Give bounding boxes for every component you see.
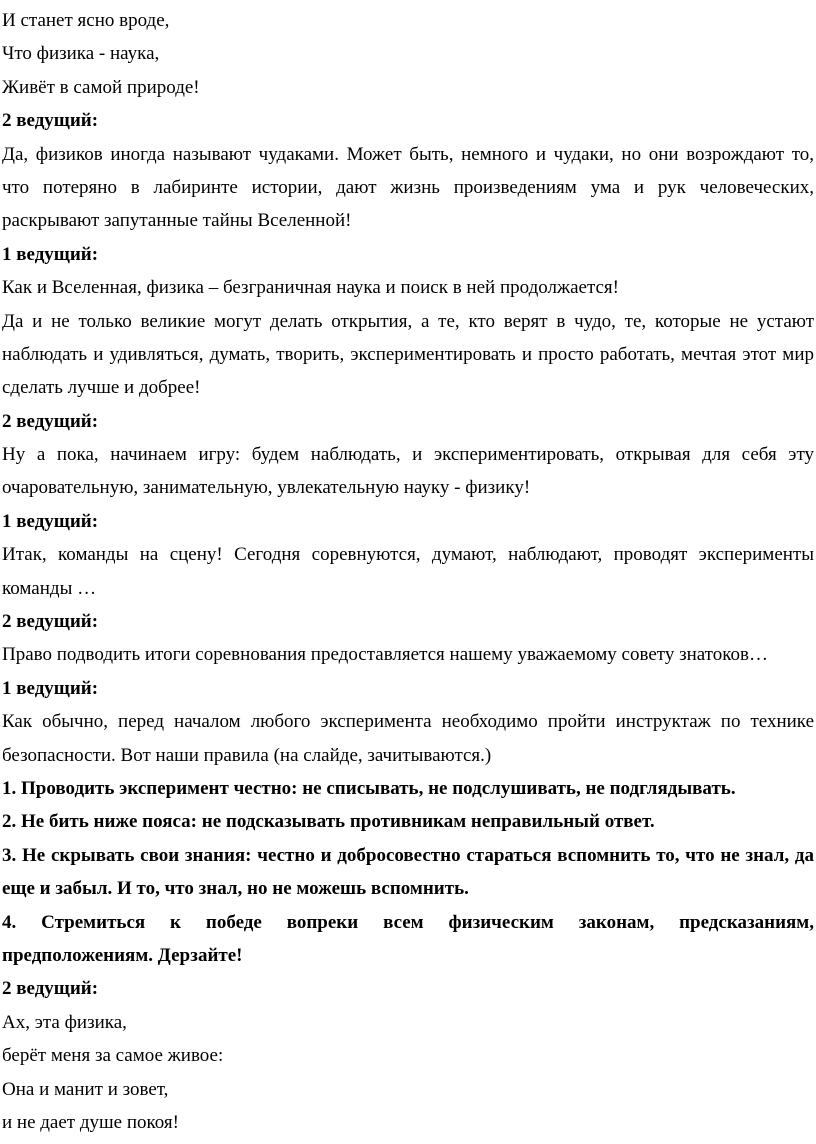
poem-line: И станет ясно вроде, <box>2 10 170 31</box>
paragraph-line: Как и Вселенная, физика – безграничная наука и поиск в ней продолжается! <box>2 277 619 299</box>
paragraph-line: Право подводить итоги соревнования предоставляется нашему уважаемому совету знатоков… <box>2 644 768 666</box>
rule-item: еще и забыл. И то, что знал, но не можешь вспомнить. <box>2 878 469 900</box>
speaker-label: 2 ведущий: <box>2 611 99 633</box>
paragraph-line: Да и не только великие могут делать открытия, а те, кто верят в чудо, те, которые не устают <box>2 310 814 332</box>
rule-item: 2. Не бить ниже пояса: не подсказывать противникам неправильный ответ. <box>2 811 655 833</box>
paragraph-line: Итак, команды на сцену! Сегодня соревнуются, думают, наблюдают, проводят эксперименты <box>2 544 814 566</box>
speaker-label: 1 ведущий: <box>2 243 99 265</box>
poem-line: Ах, эта физика, <box>2 1011 127 1033</box>
poem-line: Она и манит и зовет, <box>2 1078 169 1100</box>
paragraph-line: безопасности. Вот наши правила (на слайде, зачитываются.) <box>2 744 492 766</box>
paragraph-line: наблюдать и удивляться, думать, творить, экспериментировать и просто работать, мечтая этот мир <box>2 343 814 365</box>
paragraph-line: очаровательную, занимательную, увлекательную науку - физику! <box>2 477 531 499</box>
poem-line: Что физика - наука, <box>2 43 160 65</box>
rule-item: 1. Проводить эксперимент честно: не списывать, не подслушивать, не подглядывать. <box>2 777 736 799</box>
paragraph-line: сделать лучше и добрее! <box>2 377 201 399</box>
rule-item: 4. Стремиться к победе вопреки всем физическим законам, предсказаниям, <box>2 911 814 933</box>
poem-line: и не дает душе покоя! <box>2 1111 179 1133</box>
paragraph-line: команды … <box>2 577 97 599</box>
paragraph-line: Да, физиков иногда называют чудаками. Может быть, немного и чудаки, но они возрождают то, <box>2 143 814 165</box>
paragraph-line: Ну а пока, начинаем игру: будем наблюдать, и экспериментировать, открывая для себя эту <box>2 444 814 466</box>
speaker-label: 1 ведущий: <box>2 510 99 532</box>
speaker-label: 2 ведущий: <box>2 410 99 432</box>
rule-item: 3. Не скрывать свои знания: честно и добросовестно стараться вспомнить то, что не знал, да <box>2 844 814 866</box>
speaker-label: 2 ведущий: <box>2 978 99 1000</box>
poem-line: берёт меня за самое живое: <box>2 1045 224 1067</box>
speaker-label: 2 ведущий: <box>2 110 99 132</box>
paragraph-line: раскрывают запутанные тайны Вселенной! <box>2 210 352 232</box>
speaker-label: 1 ведущий: <box>2 677 99 699</box>
poem-line: Живёт в самой природе! <box>2 76 200 98</box>
paragraph-line: Как обычно, перед началом любого эксперимента необходимо пройти инструктаж по технике <box>2 711 814 733</box>
paragraph-line: что потеряно в лабиринте истории, дают жизнь произведениям ума и рук человеческих, <box>2 176 814 198</box>
rule-item: предположениям. Дерзайте! <box>2 944 243 966</box>
